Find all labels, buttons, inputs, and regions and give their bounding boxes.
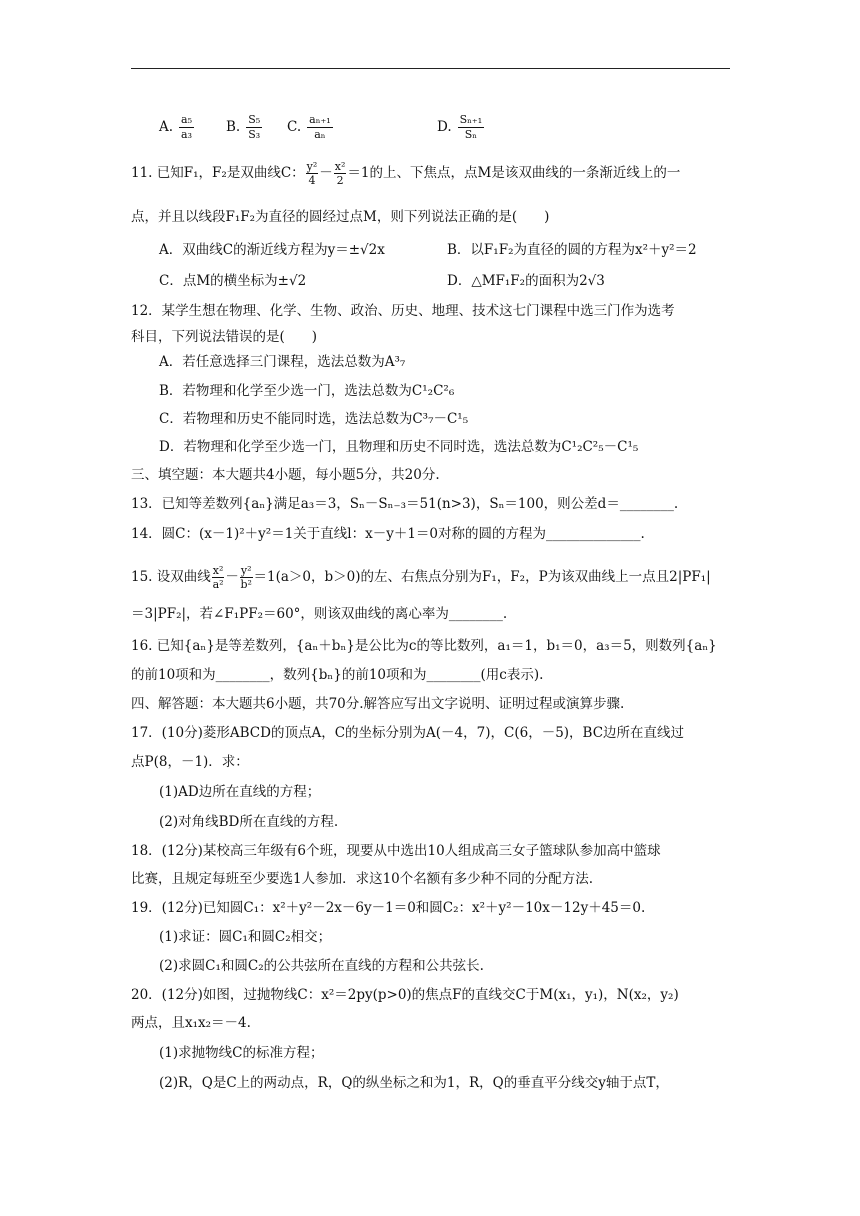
option-letter: A. bbox=[159, 119, 174, 135]
option-b bbox=[226, 106, 262, 148]
numerator: y² bbox=[306, 160, 318, 173]
fraction-x2-over-2 bbox=[334, 160, 347, 187]
q11-text-a: 11. 已知F₁，F₂是双曲线C： bbox=[131, 165, 305, 181]
q11-option-a: A．双曲线C的渐近线方程为y＝±√2x bbox=[159, 242, 385, 258]
q11-line1 bbox=[131, 160, 731, 187]
q16-line1: 16. 已知{aₙ}是等差数列，{aₙ＋bₙ}是公比为c的等比数列，a₁＝1，b₁＝0，a₃＝5，则数列{aₙ} bbox=[131, 638, 717, 654]
q11-option-b: B．以F₁F₂为直径的圆的方程为x²＋y²＝2 bbox=[447, 242, 697, 258]
denominator: Sₙ bbox=[464, 127, 478, 141]
section-4-heading: 四、解答题：本大题共6小题，共70分.解答应写出文字说明、证明过程或演算步骤. bbox=[131, 696, 625, 712]
denominator: 4 bbox=[308, 174, 316, 187]
q17-line2: 点P(8，－1)．求： bbox=[131, 754, 249, 770]
denominator: 2 bbox=[336, 174, 344, 187]
denominator: aₙ bbox=[314, 127, 326, 141]
numerator: x² bbox=[212, 564, 224, 577]
fraction bbox=[307, 113, 333, 142]
header-rule bbox=[131, 68, 730, 69]
minus-sign: － bbox=[319, 165, 333, 181]
denominator: a₃ bbox=[181, 127, 193, 141]
q15-text-b: ＝1(a＞0，b＞0)的左、右焦点分别为F₁，F₂，P为该双曲线上一点且2|PF₁| bbox=[253, 569, 711, 585]
q12-line1: 12．某学生想在物理、化学、生物、政治、历史、地理、技术这七门课程中选三门作为选考 bbox=[131, 303, 675, 319]
q15-line2: ＝3|PF₂|，若∠F₁PF₂＝60°，则该双曲线的离心率为________. bbox=[131, 606, 508, 622]
q20-part2: (2)R，Q是C上的两动点，R，Q的纵坐标之和为1，R，Q的垂直平分线交y轴于点T， bbox=[159, 1075, 669, 1091]
q17-part1: (1)AD边所在直线的方程； bbox=[159, 784, 321, 800]
q19-part2: (2)求圆C₁和圆C₂的公共弦所在直线的方程和公共弦长. bbox=[159, 958, 484, 974]
fraction-y2-over-b2 bbox=[240, 564, 253, 591]
denominator: b² bbox=[240, 578, 252, 591]
q10-options bbox=[159, 106, 719, 148]
numerator: a₅ bbox=[181, 112, 193, 126]
q18-line1: 18．(12分)某校高三年级有6个班，现要从中选出10人组成高三女子篮球队参加高中篮球 bbox=[131, 843, 661, 859]
q11-option-c: C．点M的横坐标为±√2 bbox=[159, 273, 307, 289]
denominator: S₃ bbox=[248, 127, 261, 141]
q12-option-d: D．若物理和化学至少选一门，且物理和历史不同时选，选法总数为C¹₂C²₅－C¹₅ bbox=[159, 439, 639, 455]
q12-line2: 科目，下列说法错误的是( ) bbox=[131, 329, 318, 345]
numerator: S₅ bbox=[248, 112, 261, 126]
fraction-x2-over-a2 bbox=[212, 564, 225, 591]
fraction bbox=[179, 113, 194, 142]
fraction-y2-over-4 bbox=[306, 160, 319, 187]
numerator: y² bbox=[240, 564, 252, 577]
q15-text-a: 15. 设双曲线 bbox=[131, 569, 211, 585]
q17-part2: (2)对角线BD所在直线的方程. bbox=[159, 814, 339, 830]
option-letter: C. bbox=[287, 119, 302, 135]
option-d bbox=[437, 106, 484, 148]
q11-option-d: D．△MF₁F₂的面积为2√3 bbox=[447, 273, 605, 289]
numerator: aₙ₊₁ bbox=[309, 112, 331, 126]
q20-part1: (1)求抛物线C的标准方程； bbox=[159, 1045, 324, 1061]
fraction bbox=[246, 113, 262, 142]
q11-line2: 点，并且以线段F₁F₂为直径的圆经过点M，则下列说法正确的是( ) bbox=[131, 209, 550, 225]
fraction bbox=[458, 113, 485, 142]
q12-option-b: B．若物理和化学至少选一门，选法总数为C¹₂C²₆ bbox=[159, 383, 455, 399]
q15-line1 bbox=[131, 564, 731, 591]
q13: 13．已知等差数列{aₙ}满足a₃＝3，Sₙ－Sₙ₋₃＝51(n>3)，Sₙ＝100，则公差d＝________. bbox=[131, 496, 679, 512]
q20-line1: 20．(12分)如图，过抛物线C：x²＝2py(p>0)的焦点F的直线交C于M(x₁，y₁)，N(x₂，y₂) bbox=[131, 987, 679, 1003]
q14: 14．圆C：(x－1)²＋y²＝1关于直线l：x－y＋1＝0对称的圆的方程为______________. bbox=[131, 526, 645, 542]
numerator: x² bbox=[334, 160, 346, 173]
q19-part1: (1)求证：圆C₁和圆C₂相交； bbox=[159, 929, 332, 945]
q20-line2: 两点，且x₁x₂＝－4. bbox=[131, 1015, 251, 1031]
q12-option-a: A．若任意选择三门课程，选法总数为A³₇ bbox=[159, 354, 406, 370]
q11-text-b: ＝1的上、下焦点，点M是该双曲线的一条渐近线上的一 bbox=[347, 165, 681, 181]
numerator: Sₙ₊₁ bbox=[459, 112, 483, 126]
denominator: a² bbox=[212, 578, 224, 591]
option-c bbox=[287, 106, 333, 148]
q19-line1: 19．(12分)已知圆C₁：x²＋y²－2x－6y－1＝0和圆C₂：x²＋y²－10x－12y＋45＝0. bbox=[131, 900, 646, 916]
q18-line2: 比赛，且规定每班至少要选1人参加．求这10个名额有多少种不同的分配方法. bbox=[131, 871, 594, 887]
option-letter: D. bbox=[437, 119, 452, 135]
minus-sign: － bbox=[225, 569, 239, 585]
q17-line1: 17．(10分)菱形ABCD的顶点A，C的坐标分别为A(－4，7)，C(6，－5)，BC边所在直线过 bbox=[131, 725, 685, 741]
option-a bbox=[159, 106, 194, 148]
q16-line2: 的前10项和为________，数列{bₙ}的前10项和为________(用c表示). bbox=[131, 667, 544, 683]
section-3-heading: 三、填空题：本大题共4小题，每小题5分，共20分. bbox=[131, 467, 440, 483]
q12-option-c: C．若物理和历史不能同时选，选法总数为C³₇－C¹₅ bbox=[159, 411, 469, 427]
option-letter: B. bbox=[226, 119, 241, 135]
